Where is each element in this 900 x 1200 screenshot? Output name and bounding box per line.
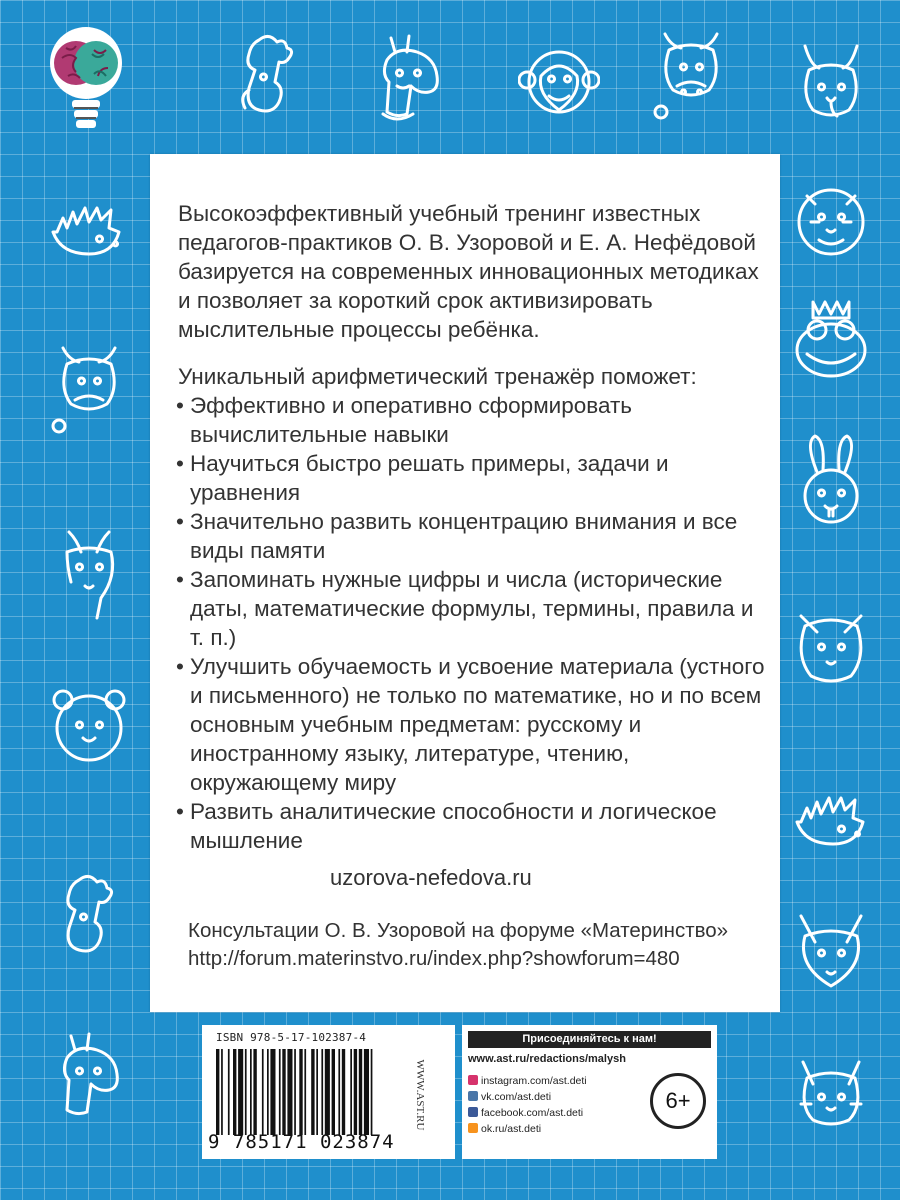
consultation-info <box>188 917 728 973</box>
ok-icon <box>468 1123 478 1133</box>
barcode-digits: 9 785171 023874 <box>208 1131 395 1153</box>
barcode-bar <box>250 1049 252 1135</box>
facebook-link-text: facebook.com/ast.deti <box>481 1107 584 1119</box>
barcode-bar <box>245 1049 247 1135</box>
list-item: • Запоминать нужные цифры и числа (исторические даты, математические формулы, термины, правила и т. п.) <box>178 565 768 652</box>
consult-line: Консультации О. В. Узоровой на форуме «Материнство» <box>188 919 729 942</box>
cow-icon <box>650 26 732 126</box>
barcode-bar <box>279 1049 281 1135</box>
vk-icon <box>468 1091 478 1101</box>
description-text <box>178 199 768 855</box>
facebook-icon <box>468 1107 478 1117</box>
list-item: • Эффективно и оперативно сформировать вычислительные навыки <box>178 391 768 449</box>
barcode-bar <box>321 1049 323 1135</box>
goat-icon <box>48 522 130 622</box>
barcode-bar <box>262 1049 264 1135</box>
rabbit-icon <box>790 432 872 532</box>
barcode-bar <box>325 1049 330 1135</box>
barcode-bar <box>299 1049 302 1135</box>
barcode-bars <box>216 1049 414 1135</box>
join-us-header: Присоединяйтесь к нам! <box>468 1031 711 1048</box>
website-link[interactable]: uzorova-nefedova.ru <box>330 865 532 890</box>
barcode-bar <box>354 1049 357 1135</box>
barcode-bar <box>287 1049 292 1135</box>
instagram-icon <box>468 1075 478 1085</box>
barcode-bar <box>371 1049 373 1135</box>
barcode-bar <box>267 1049 269 1135</box>
giraffe-icon <box>368 30 450 130</box>
tiger-icon <box>790 172 872 272</box>
benefits-list <box>178 391 768 855</box>
barcode-bar <box>304 1049 306 1135</box>
description-panel <box>150 154 780 1012</box>
frog-prince-icon <box>790 292 872 392</box>
monkey-icon <box>518 36 600 136</box>
barcode-bar <box>216 1049 219 1135</box>
puppy-icon <box>48 870 130 970</box>
instagram-link[interactable] <box>468 1075 587 1087</box>
age-rating-badge: 6+ <box>650 1073 706 1129</box>
rooster-icon <box>228 30 310 130</box>
vk-link[interactable] <box>468 1091 551 1103</box>
lightbulb-brain-icon <box>46 18 126 138</box>
list-title: Уникальный арифметический тренажёр поможет: <box>178 364 697 389</box>
social-block <box>462 1025 717 1159</box>
barcode-bar <box>253 1049 256 1135</box>
list-item: • Значительно развить концентрацию внимания и все виды памяти <box>178 507 768 565</box>
barcode-bar <box>359 1049 362 1135</box>
ok-link[interactable] <box>468 1123 541 1135</box>
fox-icon <box>790 902 872 1002</box>
bear-icon <box>48 676 130 776</box>
giraffe-icon <box>48 1028 130 1128</box>
vertical-site-label: WWW.AST.RU <box>414 1059 426 1131</box>
barcode-bar <box>350 1049 352 1135</box>
hedgehog-icon <box>790 762 872 862</box>
list-item: • Развить аналитические способности и логическое мышление <box>178 797 768 855</box>
barcode-bar <box>332 1049 335 1135</box>
barcode-bar <box>282 1049 285 1135</box>
barcode-bar <box>233 1049 236 1135</box>
ast-link[interactable]: www.ast.ru/redactions/malysh <box>468 1053 626 1065</box>
hedgehog-icon <box>48 172 130 272</box>
barcode-bar <box>294 1049 296 1135</box>
barcode-bar <box>316 1049 318 1135</box>
instagram-link-text: instagram.com/ast.deti <box>481 1075 587 1087</box>
barcode-bar <box>338 1049 340 1135</box>
ok-link-text: ok.ru/ast.deti <box>481 1123 542 1135</box>
puppy-icon <box>790 36 872 136</box>
cat-icon <box>790 1042 872 1142</box>
barcode-bar <box>270 1049 275 1135</box>
intro-paragraph: Высокоэффективный учебный тренинг известных педагогов-практиков О. В. Узоровой и Е. А. Нефёдовой базируется на современных инновационных методиках и позволяет за короткий срок активизировать мыслительные процессы ребёнка. <box>178 201 759 342</box>
facebook-link[interactable] <box>468 1107 583 1119</box>
barcode-bar <box>342 1049 345 1135</box>
vk-link-text: vk.com/ast.deti <box>481 1091 552 1103</box>
wolf-icon <box>790 596 872 696</box>
list-item: • Улучшить обучаемость и усвоение материала (устного и письменного) не только по математике, но и по всем основным учебным предметам: русскому и иностранному языку, литературе, чтению, окружающему миру <box>178 652 768 797</box>
barcode-bar <box>238 1049 243 1135</box>
forum-link[interactable]: http://forum.materinstvo.ru/index.php?showforum=480 <box>188 947 680 970</box>
isbn-label: ISBN 978-5-17-102387-4 <box>216 1031 367 1044</box>
barcode-bar <box>228 1049 230 1135</box>
barcode-block <box>202 1025 455 1159</box>
cow-icon <box>48 340 130 440</box>
barcode-bar <box>364 1049 369 1135</box>
list-item: • Научиться быстро решать примеры, задачи и уравнения <box>178 449 768 507</box>
barcode-bar <box>311 1049 314 1135</box>
barcode-bar <box>221 1049 223 1135</box>
